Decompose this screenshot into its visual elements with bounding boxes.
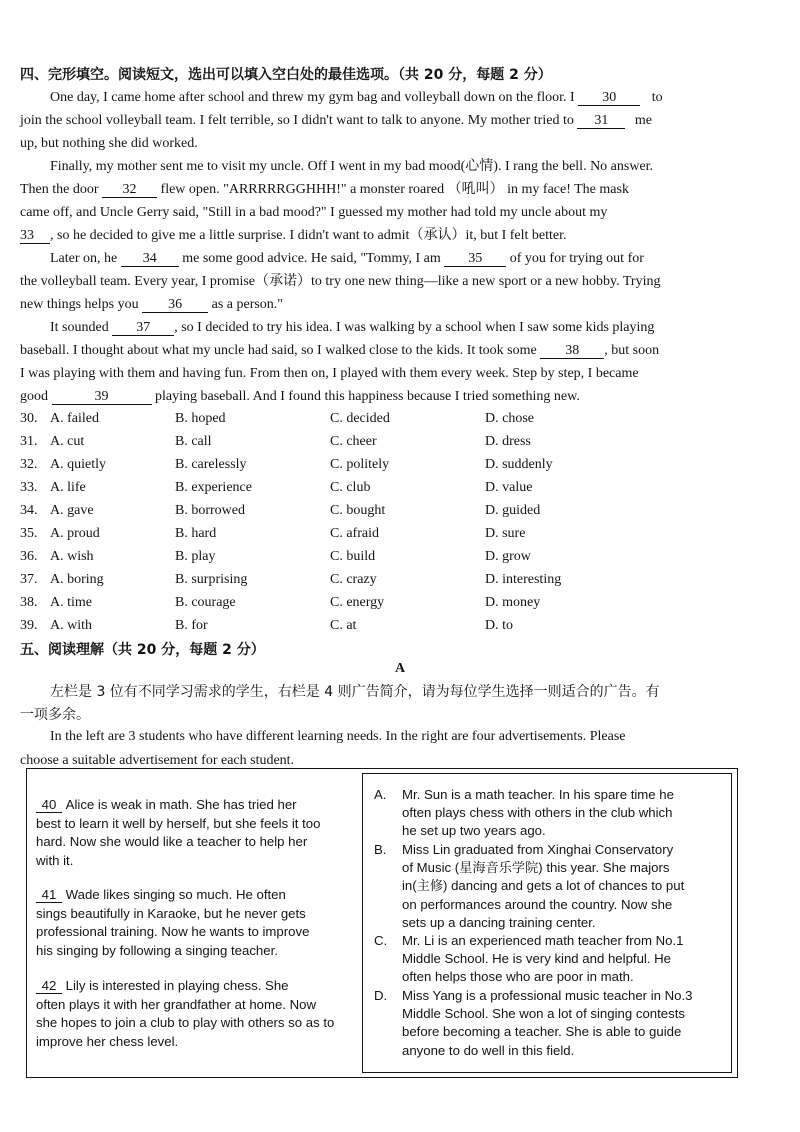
option-c[interactable]: C. bought — [330, 503, 386, 518]
option-c[interactable]: C. at — [330, 618, 357, 633]
passage-line: It sounded 37 , so I decided to try his idea. I was walking by a school when I saw some kids playing — [50, 320, 655, 335]
passage-line: baseball. I thought about what my uncle had said, so I walked close to the kids. It took some 38 , but soon — [20, 343, 660, 358]
instruction-en: In the left are 3 students who have different learning needs. In the right are four advertisements. Please — [50, 729, 626, 744]
option-a[interactable]: A. boring — [50, 572, 104, 587]
passage-line: came off, and Uncle Gerry said, "Still in a bad mood?" I guessed my mother had told my uncle about my — [20, 205, 608, 220]
option-c[interactable]: C. club — [330, 480, 371, 495]
option-c[interactable]: C. decided — [330, 411, 390, 426]
passage-line: new things helps you 36 as a person." — [20, 297, 284, 312]
option-d[interactable]: D. chose — [485, 411, 534, 426]
option-c[interactable]: C. crazy — [330, 572, 377, 587]
option-d[interactable]: D. money — [485, 595, 541, 610]
option-b[interactable]: B. play — [175, 549, 216, 564]
blank-31[interactable]: 31 — [577, 113, 625, 129]
option-b[interactable]: B. hoped — [175, 411, 226, 426]
option-c[interactable]: C. energy — [330, 595, 385, 610]
passage-line: the volleyball team. Every year, I promise（承诺）to try one new thing—like a new sport or a new hobby. Trying — [20, 274, 661, 289]
option-c[interactable]: C. cheer — [330, 434, 377, 449]
option-c[interactable]: C. politely — [330, 457, 390, 472]
option-b[interactable]: B. call — [175, 434, 212, 449]
blank-36[interactable]: 36 — [142, 297, 208, 313]
passage-line: up, but nothing she did worked. — [20, 136, 198, 151]
option-b[interactable]: B. experience — [175, 480, 252, 495]
option-a[interactable]: A. gave — [50, 503, 94, 518]
student-item-41: 41 Wade likes singing so much. He often sings beautifully in Karaoke, but he never gets professional training. Now he wants to improve his singing by following a singing teacher. — [36, 887, 310, 958]
answer-blank-41[interactable]: 41 — [36, 888, 62, 903]
option-a[interactable]: A. failed — [50, 411, 99, 426]
option-d[interactable]: D. guided — [485, 503, 541, 518]
student-item-42: 42 Lily is interested in playing chess. She often plays it with her grandfather at home. Now she hopes to join a club to play with others so as to improve her chess level. — [36, 978, 335, 1049]
instruction-en: choose a suitable advertisement for each student. — [20, 753, 295, 768]
passage-line: One day, I came home after school and threw my gym bag and volleyball down on the floor. I 30 to — [50, 90, 663, 105]
option-a[interactable]: A. time — [50, 595, 92, 610]
option-d[interactable]: D. suddenly — [485, 457, 553, 472]
option-b[interactable]: B. hard — [175, 526, 217, 541]
option-a[interactable]: A. proud — [50, 526, 100, 541]
passage-line: 33 , so he decided to give me a little surprise. I didn't want to admit（承认）it, but I felt better. — [20, 228, 567, 243]
blank-37[interactable]: 37 — [112, 320, 174, 336]
passage-line: Finally, my mother sent me to visit my uncle. Off I went in my bad mood(心情). I rang the bell. No answer. — [50, 159, 654, 174]
blank-32[interactable]: 32 — [102, 182, 157, 198]
blank-39[interactable]: 39 — [52, 389, 152, 405]
section-5-heading: 五、阅读理解（共 20 分，每题 2 分） — [20, 642, 265, 658]
passage-line: Later on, he 34 me some good advice. He said, "Tommy, I am 35 of you for trying out for — [50, 251, 644, 266]
passage-line: good 39 playing baseball. And I found this happiness because I tried something new. — [20, 389, 580, 404]
section-4-heading: 四、完形填空。阅读短文，选出可以填入空白处的最佳选项。（共 20 分，每题 2 分） — [20, 67, 552, 83]
blank-34[interactable]: 34 — [121, 251, 179, 267]
passage-line: join the school volleyball team. I felt terrible, so I didn't want to talk to anyone. My mother tried to 31 me — [20, 113, 652, 128]
part-label: A — [394, 661, 406, 676]
option-d[interactable]: D. value — [485, 480, 533, 495]
blank-30[interactable]: 30 — [578, 90, 640, 106]
option-b[interactable]: B. surprising — [175, 572, 248, 587]
blank-33[interactable]: 33 — [20, 228, 50, 244]
student-item-40: 40 Alice is weak in math. She has tried her best to learn it well by herself, but she feels it too hard. Now she would like a teacher to help her with it. — [36, 797, 321, 868]
passage-line: Then the door 32 flew open. "ARRRRRGGHHH!" a monster roared （吼叫） in my face! The mask — [20, 182, 629, 197]
instruction-cn: 左栏是 3 位有不同学习需求的学生，右栏是 4 则广告简介，请为每位学生选择一则适合的广告。有 — [50, 684, 660, 700]
instruction-cn: 一项多余。 — [20, 707, 90, 723]
option-d[interactable]: D. dress — [485, 434, 531, 449]
exam-page: 四、完形填空。阅读短文，选出可以填入空白处的最佳选项。（共 20 分，每题 2 分） One day, I came home after school and threw my gym bag and volleyball down on the floor. I 30 to join the school volleyball team. I felt terrible, so I didn't want to talk to anyone. My mother tried to 31 me up, but nothing she did worked. Finally, my mother sent me to visit my uncle. Off I went in my bad mood(心情). I rang the bell. No answer. Then the door 32 flew open. "ARRRRRGGHHH!" a monster roared （吼叫） in my face! The mask came off, and Uncle Gerry said, "Still in a bad mood?" I guessed my mother had told my uncle about my 33 , so he decided to give me a little surprise. I didn't want to admit（承认）it, but I felt better. Later on, he 34 me some good advice. He said, "Tommy, I am 35 of you for trying out for the volleyball team. Every year, I promise（承诺）to try one new thing—like a new sport or a new hobby. Trying new things helps you 36 as a person." It sounded 37 , so I decided to try his idea. I was walking by a school when I saw some kids playing baseball. I thought about what my uncle had said, so I walked close to the kids. It took some 38 , but soon I was playing with them and having fun. From then on, I played with them every week. Step by step, I became good 39 playing baseball. And I found this happiness because I tried something new. 30. A. failed B. hoped C. decided D. chose 31. A. cut B. call C. cheer D. dress 32. A. quietly B. carelessly C. politely D. suddenly 33. A. life B. experience C. club D. value 34. A. gave B. borrowed C. bought D. guided 35. A. proud B. hard C. afraid D. sure 36. A. wish B. play C. build D. grow 37. A. boring B. surprising C. crazy D. interesting 38. A. time B. courage C. energy D. money 39. A. with B. for C. at D. to 五、阅读理解（共 20 分，每题 2 分） A 左栏是 3 位有不同学习需求的学生，右栏是 4 则广告简介，请为每位学生选择一则适合的广告。有 一项多余。 In the left are 3 students who have different learning needs. In the right are four advertisements. Please choose a suitable advertisement for each student. 40 Alice is weak in math. She has tried her best to learn it well by herself, but she feels it too hard. Now she would like a teacher to help her with it. 41 Wade likes singing so much. He often sings beautifully in Karaoke, but he never gets professional training. Now he wants to improve his singing by following a singing teacher. 42 Lily is interested in playing chess. She often plays it with her grandfather at home. Now she hopes to join a club to play with others so as to improve her chess level. A. Mr. Sun is a math teacher. In his spare time he often plays chess with others in the club which he set up two years ago. B. Miss Lin graduated from Xinghai Conservatory of Music (星海音乐学院) this year. She majors in(主修) dancing and gets a lot of chances to put on performances around the country. Now she sets up a dancing training center. C. Mr. Li is an experienced math teacher from No.1 Middle School. He is very kind and helpful. He often helps those who are poor in math. D. Miss Yang is a professional music teacher in No.3 Middle School. She won a lot of singing contests before becoming a teacher. She is able to guide anyone to do well in this field. — [0, 0, 800, 1132]
blank-35[interactable]: 35 — [444, 251, 506, 267]
option-a[interactable]: A. quietly — [50, 457, 106, 472]
option-a[interactable]: A. life — [50, 480, 86, 495]
option-d[interactable]: D. interesting — [485, 572, 562, 587]
passage-line: I was playing with them and having fun. From then on, I played with them every week. Step by step, I became — [20, 366, 639, 381]
option-b[interactable]: B. courage — [175, 595, 236, 610]
option-a[interactable]: A. wish — [50, 549, 94, 564]
option-d[interactable]: D. to — [485, 618, 513, 633]
answer-blank-40[interactable]: 40 — [36, 798, 62, 813]
blank-38[interactable]: 38 — [540, 343, 604, 359]
option-b[interactable]: B. carelessly — [175, 457, 247, 472]
answer-blank-42[interactable]: 42 — [36, 979, 62, 994]
option-b[interactable]: B. borrowed — [175, 503, 245, 518]
option-a[interactable]: A. with — [50, 618, 92, 633]
option-c[interactable]: C. afraid — [330, 526, 379, 541]
option-b[interactable]: B. for — [175, 618, 208, 633]
option-d[interactable]: D. grow — [485, 549, 531, 564]
option-a[interactable]: A. cut — [50, 434, 85, 449]
option-c[interactable]: C. build — [330, 549, 376, 564]
option-d[interactable]: D. sure — [485, 526, 526, 541]
